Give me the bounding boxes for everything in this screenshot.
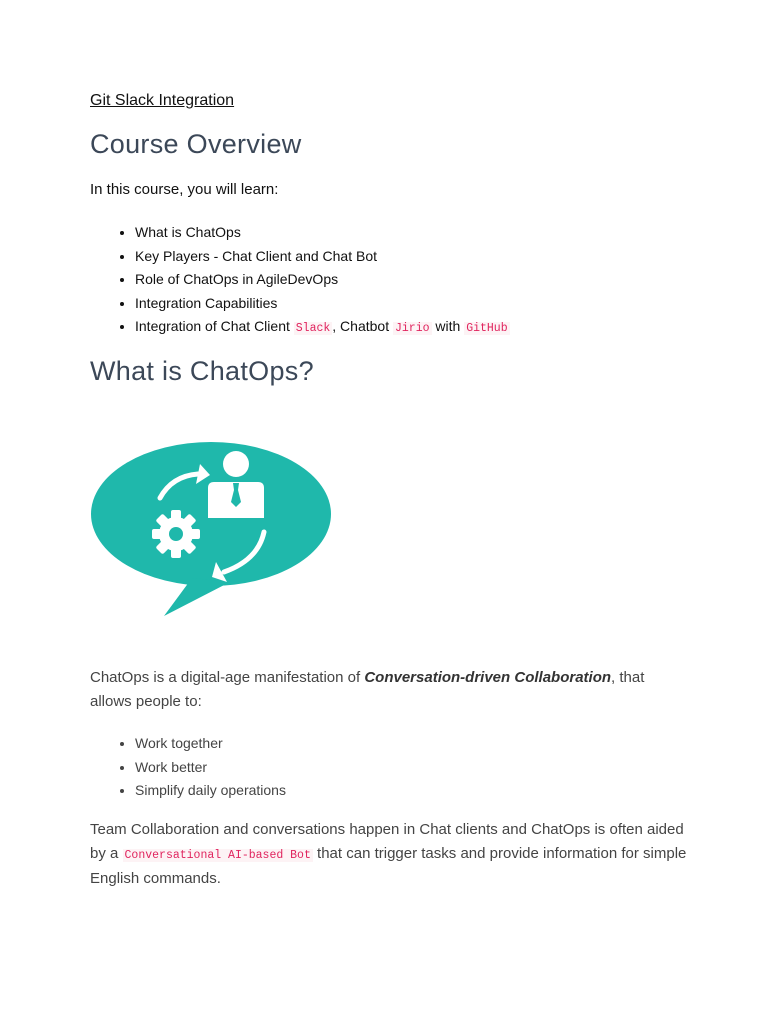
course-overview-heading: Course Overview: [90, 129, 302, 159]
benefits-list: [90, 732, 286, 803]
para2-prefix: Team Collaboration and conversations happen in Chat clients and ChatOps is often aided by a: [90, 821, 684, 862]
gear-icon: [152, 510, 200, 558]
list-item: • Role of ChatOps in AgileDevOps: [135, 268, 510, 292]
list-item: • What is ChatOps: [135, 221, 510, 245]
list-item-integration: [135, 315, 510, 339]
list-item: • Simplify daily operations: [135, 779, 286, 803]
chat-bubble-icon: [91, 442, 331, 616]
integration-mid1: , Chatbot: [332, 318, 393, 334]
integration-prefix: Integration of Chat Client: [135, 318, 294, 334]
learn-list: [90, 221, 510, 339]
code-conversational-bot: Conversational AI-based Bot: [124, 848, 311, 862]
list-item: • Integration Capabilities: [135, 292, 510, 316]
code-jirio: Jirio: [394, 322, 430, 335]
what-is-chatops-heading: What is ChatOps?: [90, 356, 314, 386]
para1-emphasis: Conversation-driven Collaboration: [364, 669, 612, 686]
intro-text: In this course, you will learn:: [90, 181, 279, 198]
chatops-illustration: [90, 440, 332, 618]
git-slack-integration-link[interactable]: Git Slack Integration: [90, 92, 235, 109]
code-slack: Slack: [295, 322, 331, 335]
list-item: • Work better: [135, 756, 286, 780]
para2-suffix: that can trigger tasks and provide information for simple English commands.: [90, 844, 687, 887]
chatops-definition-paragraph: [90, 666, 690, 713]
team-collaboration-paragraph: [90, 818, 690, 891]
para1-prefix: ChatOps is a digital-age manifestation of: [90, 669, 365, 686]
code-github: GitHub: [466, 322, 508, 335]
list-item: • Key Players - Chat Client and Chat Bot: [135, 245, 510, 269]
para1-suffix: , that allows people to:: [90, 669, 645, 710]
integration-mid2: with: [431, 318, 465, 334]
list-item: • Work together: [135, 732, 286, 756]
